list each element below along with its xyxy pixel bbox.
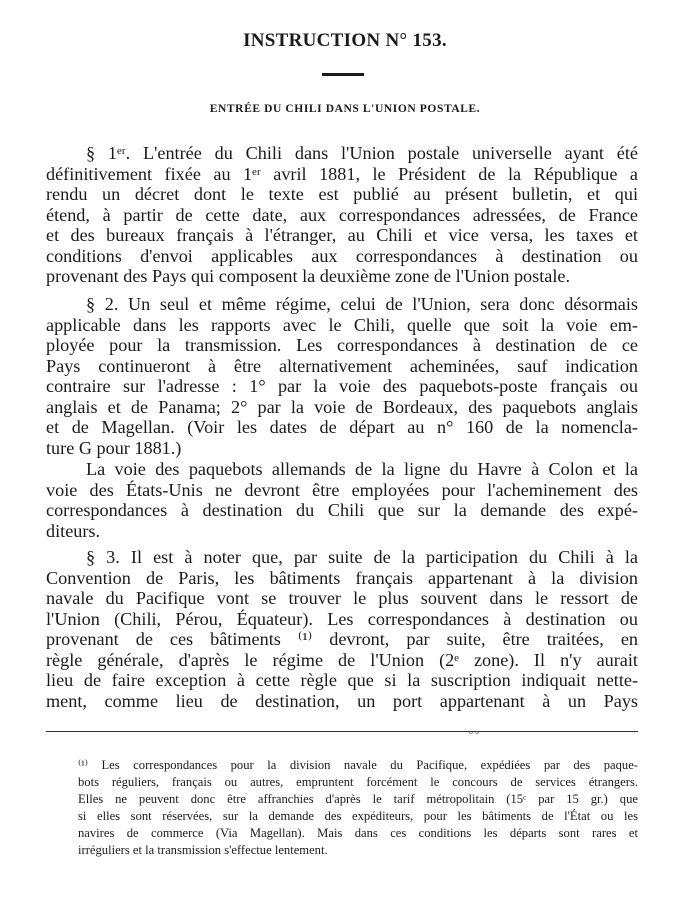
text-line: voie des États-Unis ne devront être employées pour l'acheminement des xyxy=(46,479,638,500)
section-subtitle: ENTRÉE DU CHILI DANS L'UNION POSTALE. xyxy=(209,103,481,115)
footnote-divider xyxy=(46,731,638,732)
text-line: ployée pour la transmission. Les correspondances à destination de ce xyxy=(46,335,638,355)
text-line: Pays continueront à être alternativement acheminées, sauf indication xyxy=(46,355,638,376)
footnote-line: Elles ne peuvent donc être affranchies d'après le tarif métropolitain (15ᶜ par 15 gr.) que xyxy=(78,792,638,806)
instruction-title: INSTRUCTION N° 153. xyxy=(243,30,447,51)
footnote xyxy=(78,757,638,859)
text-line: provenant des Pays qui composent la deuxième zone de l'Union postale. xyxy=(46,266,571,286)
footnote-line: ⁽¹⁾ Les correspondances pour la division navale du Pacifique, expédiées par des paque- xyxy=(78,758,638,772)
text-line: § 3. Il est à noter que, par suite de la participation du Chili à la xyxy=(86,547,638,567)
paragraph-1 xyxy=(46,143,638,287)
text-line: correspondances à destination du Chili que sur la demande des expé- xyxy=(46,500,638,520)
text-line: définitivement fixée au 1ᵉʳ avril 1881, le Président de la République a xyxy=(46,163,638,184)
footnote-line: irréguliers et la transmission s'effectue lentement. xyxy=(78,843,328,857)
text-line: Convention de Paris, les bâtiments français appartenant à la division xyxy=(46,567,638,588)
text-line: § 2. Un seul et même régime, celui de l'Union, sera donc désormais xyxy=(86,294,638,314)
text-line: provenant de ces bâtiments ⁽¹⁾ devront, par suite, être traitées, en xyxy=(46,629,638,649)
title-divider xyxy=(322,73,364,76)
text-line: l'Union (Chili, Pérou, Équateur). Les correspondances à destination ou xyxy=(46,608,638,629)
text-line: et des bureaux français à l'étranger, au Chili et vice versa, les taxes et xyxy=(46,225,638,245)
footnote-line: navires de commerce (Via Magellan). Mais dans ces conditions les départs sont rares et xyxy=(78,826,638,840)
text-line: contraire sur l'adresse : 1° par la voie des paquebots-poste français ou xyxy=(46,376,638,396)
text-line: étend, à partir de cette date, aux correspondances adressées, de France xyxy=(46,204,638,225)
footnote-line: si elles sont réservées, sur la demande des expéditeurs, pour les bâtiments de l'État ou les xyxy=(78,809,638,823)
text-line: et de Magellan. (Voir les dates de départ au n° 160 de la nomencla- xyxy=(46,417,638,437)
text-line: rendu un décret dont le texte est publié au présent bulletin, et qui xyxy=(46,184,638,204)
paragraph-4 xyxy=(46,547,638,711)
paragraph-3 xyxy=(46,459,638,541)
text-line: diteurs. xyxy=(46,520,101,541)
divider-ornament: 〰 xyxy=(468,726,481,740)
text-line: anglais et de Panama; 2° par la voie de Bordeaux, des paquebots anglais xyxy=(46,396,638,417)
text-line: § 1ᵉʳ. L'entrée du Chili dans l'Union postale universelle ayant été xyxy=(86,143,638,163)
paragraph-2 xyxy=(46,294,638,458)
text-line: navale du Pacifique vont se trouver le plus souvent dans le ressort de xyxy=(46,588,638,608)
text-line: conditions d'envoi applicables aux correspondances à destination ou xyxy=(46,245,638,266)
text-line: ment, comme lieu de destination, un port appartenant à un Pays xyxy=(46,690,638,711)
text-line: ture G pour 1881.) xyxy=(46,437,182,458)
text-line: lieu de faire exception à cette règle que si la suscription indiquait nette- xyxy=(46,670,638,690)
text-line: règle générale, d'après le régime de l'Union (2ᵉ zone). Il n'y aurait xyxy=(46,649,638,670)
footnote-line: bots réguliers, français ou autres, empruntent forcément le concours de services étrangers. xyxy=(78,775,638,789)
text-line: La voie des paquebots allemands de la ligne du Havre à Colon et la xyxy=(86,459,638,479)
text-line: applicable dans les rapports avec le Chili, quelle que soit la voie em- xyxy=(46,314,638,335)
